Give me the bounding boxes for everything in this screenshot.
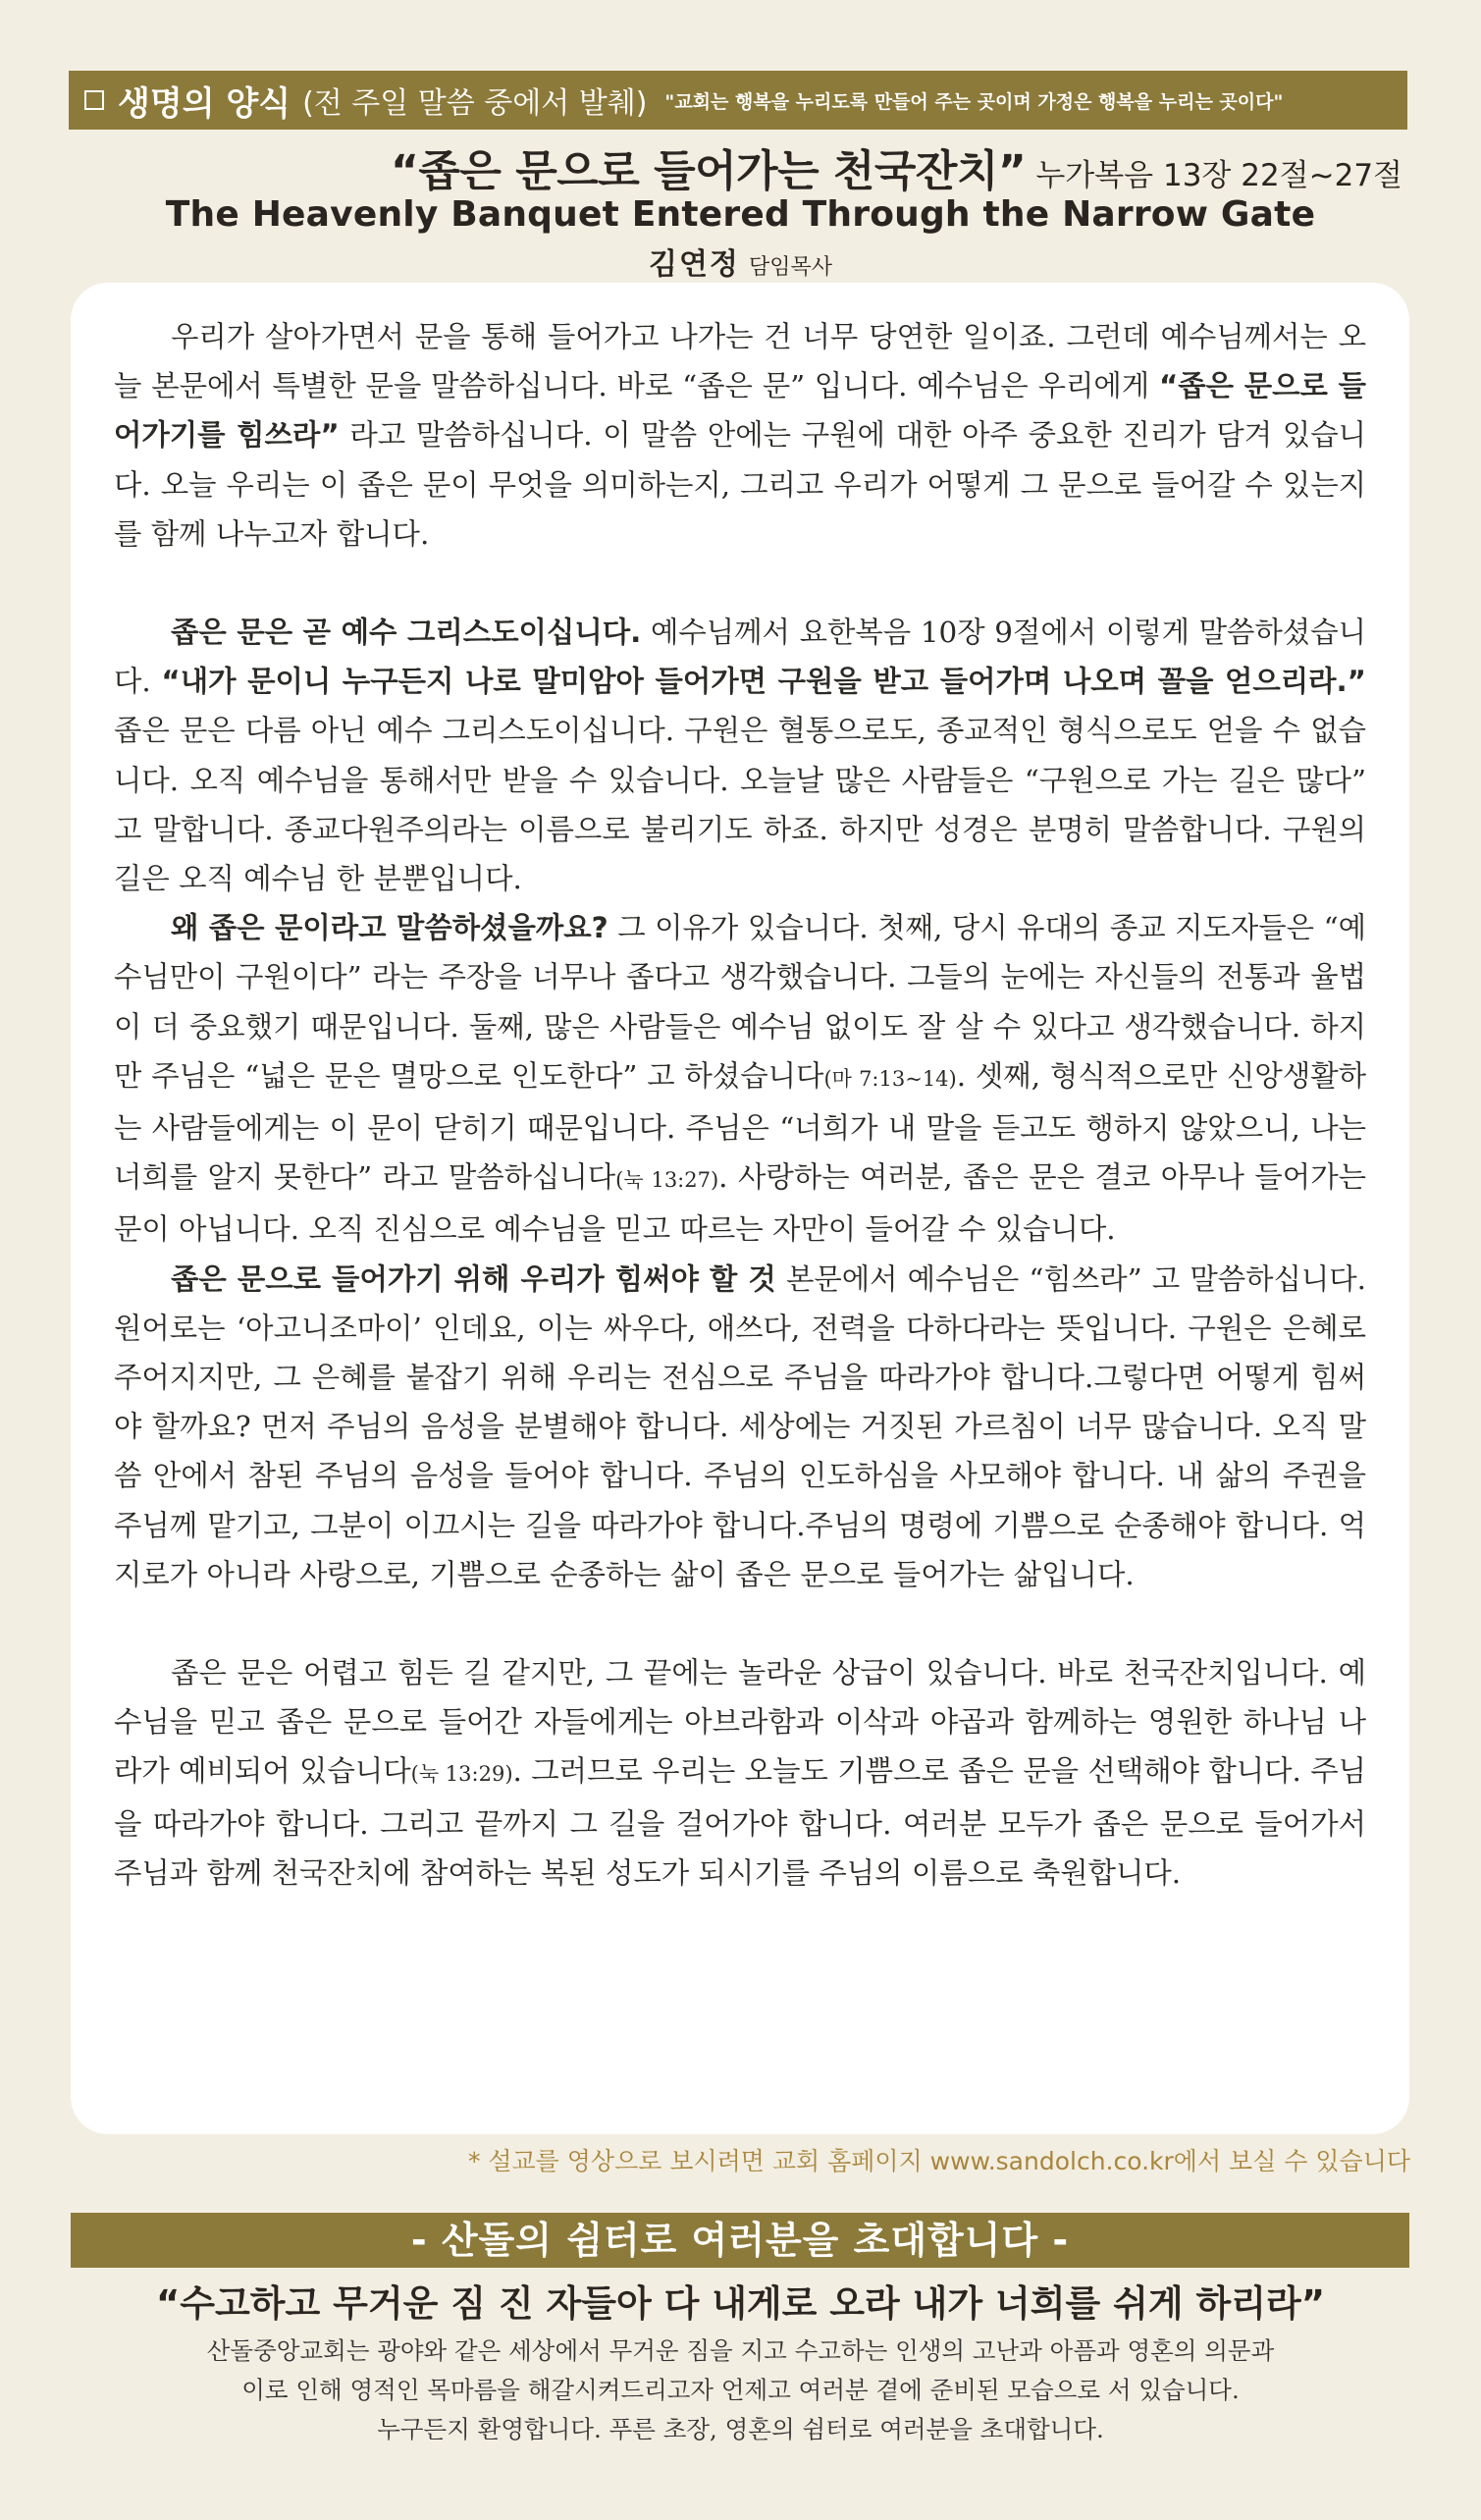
paragraph-intro bbox=[114, 312, 1366, 559]
pastor-title: 담임목사 bbox=[749, 255, 833, 280]
citation: (마 7:13~14) bbox=[823, 1066, 957, 1091]
sermon-title-row bbox=[391, 135, 1402, 198]
paragraph-why-narrow bbox=[114, 903, 1366, 1254]
citation: (눅 13:29) bbox=[410, 1762, 513, 1787]
church-motto: "교회는 행복을 누리도록 만들어 주는 곳이며 가정은 행복을 누리는 곳이다" bbox=[664, 90, 1284, 113]
quote-emphasis: “내가 문이니 누구든지 나로 말미암아 들어가면 구원을 받고 들어가며 나오며 꼴을 얻으리라.” bbox=[161, 665, 1366, 699]
invite-line: 누구든지 환영합니다. 푸른 초장, 영혼의 쉼터로 여러분을 초대합니다. bbox=[377, 2415, 1104, 2443]
sermon-title: “좁은 문으로 들어가는 천국잔치” bbox=[391, 146, 1027, 196]
invite-verse: “수고하고 무거운 짐 진 자들아 다 내게로 오라 내가 너희를 쉬게 하리라” bbox=[155, 2282, 1326, 2325]
text: . 사랑하는 여러분, 좁은 문은 결코 아무나 들어가는 문이 아닙니다. 오직 진심으로 예수님을 믿고 따르는 자만이 들어갈 수 있습니다. bbox=[114, 1160, 1366, 1247]
sermon-body bbox=[71, 283, 1409, 2134]
invite-line: 산돌중앙교회는 광야와 같은 세상에서 무거운 짐을 지고 수고하는 인생의 고난과 아픔과 영혼의 의문과 bbox=[206, 2336, 1275, 2365]
text: . 그러므로 우리는 오늘도 기쁨으로 좁은 문을 선택해야 합니다. 주님을 따라가야 합니다. 그리고 끝까지 그 길을 걸어가야 합니다. 여러분 모두가 좁은 문으로 들어가서 주님과 함께 천국잔치에 참여하는 복된 성도가 되시기를 주님의 이름으로 축원합니다. bbox=[114, 1754, 1366, 1890]
header-bar bbox=[69, 71, 1407, 130]
scripture-reference: 누가복음 13장 22절~27절 bbox=[1035, 158, 1402, 193]
text: 좁은 문은 다름 아닌 예수 그리스도이십니다. 구원은 혈통으로도, 종교적인 형식으로도 얻을 수 없습니다. 오직 예수님을 통해서만 받을 수 있습니다. 오늘날 많은 사람들은 “구원으로 가는 길은 많다” 고 말합니다. 종교다원주의라는 이름으로 불리기도 하죠. 하지만 성경은 분명히 말씀합니다. 구원의 길은 오직 예수님 한 분뿐입니다. bbox=[114, 714, 1366, 896]
section-title: 생명의 양식 bbox=[118, 83, 291, 124]
text: 우리가 살아가면서 문을 통해 들어가고 나가는 건 너무 당연한 일이죠. 그런데 예수님께서는 오늘 본문에서 특별한 문을 말씀하십니다. 바로 “좁은 문” 입니다. 예수님은 우리에게 bbox=[114, 320, 1366, 403]
invite-banner: - 산돌의 쉼터로 여러분을 초대합니다 - bbox=[71, 2213, 1409, 2268]
section-subtitle: (전 주일 말씀 중에서 발췌) bbox=[302, 86, 648, 121]
pastor-name: 김연정 bbox=[648, 247, 740, 282]
paragraph-gap bbox=[114, 559, 1366, 608]
text: 좁은 문은 어렵고 힘든 길 같지만, 그 끝에는 놀라운 상급이 있습니다. 바로 천국잔치입니다. 예수님을 믿고 좁은 문으로 들어간 자들에게는 아브라함과 이삭과 야곱과 함께하는 영원한 하나님 나라가 예비되어 있습니다 bbox=[114, 1656, 1366, 1789]
heading-emphasis: 좁은 문은 곧 예수 그리스도이십니다. bbox=[171, 616, 642, 650]
invite-line: 이로 인해 영적인 목마름을 해갈시켜드리고자 언제고 여러분 곁에 준비된 모습으로 서 있습니다. bbox=[241, 2376, 1240, 2404]
citation: (눅 13:27) bbox=[615, 1168, 719, 1193]
invite-description bbox=[0, 2332, 1481, 2449]
video-footnote: * 설교를 영상으로 보시려면 교회 홈페이지 www.sandolch.co.kr에서 보실 수 있습니다 bbox=[467, 2147, 1410, 2175]
text: 라고 말씀하십니다. 이 말씀 안에는 구원에 대한 아주 중요한 진리가 담겨 있습니다. 오늘 우리는 이 좁은 문이 무엇을 의미하는지, 그리고 우리가 어떻게 그 문으로 들어갈 수 있는지를 함께 나누고자 합니다. bbox=[114, 418, 1366, 551]
paragraph-strive bbox=[114, 1255, 1366, 1599]
text: 그 이유가 있습니다. 첫째, 당시 유대의 종교 지도자들은 “예수님만이 구원이다” 라는 주장을 너무나 좁다고 생각했습니다. 그들의 눈에는 자신들의 전통과 율법이 더 중요했기 때문입니다. 둘째, 많은 사람들은 예수님 없이도 잘 살 수 있다고 생각했습니다. 하지만 주님은 “넓은 문은 멸망으로 인도한다” 고 하셨습니다 bbox=[114, 911, 1366, 1093]
paragraph-conclusion bbox=[114, 1648, 1366, 1898]
text: . 셋째, 형식적으로만 신앙생활하는 사람들에게는 이 문이 닫히기 때문입니다. 주님은 “너희가 내 말을 듣고도 행하지 않았으니, 나는 너희를 알지 못한다” 라고 말씀하십니다 bbox=[114, 1058, 1366, 1195]
heading-emphasis: 왜 좁은 문이라고 말씀하셨을까요? bbox=[171, 911, 608, 945]
heading-emphasis: 좁은 문으로 들어가기 위해 우리가 힘써야 할 것 bbox=[171, 1261, 776, 1296]
paragraph-gap bbox=[114, 1599, 1366, 1648]
paragraph-jesus-is-gate bbox=[114, 608, 1366, 903]
text: 예수님께서 요한복음 10장 9절에서 이렇게 말씀하셨습니다. bbox=[114, 616, 1367, 699]
pastor-line bbox=[0, 240, 1481, 283]
english-title: The Heavenly Banquet Entered Through the Narrow Gate bbox=[165, 194, 1316, 235]
text: 본문에서 예수님은 “힘쓰라” 고 말씀하십니다. 원어로는 ‘아고니조마이’ 인데요, 이는 싸우다, 애쓰다, 전력을 다하다라는 뜻입니다. 구원은 은혜로 주어지지만, 그 은혜를 붙잡기 위해 우리는 전심으로 주님을 따라가야 합니다.그렇다면 어떻게 힘써야 할까요? 먼저 주님의 음성을 분별해야 합니다. 세상에는 거짓된 가르침이 너무 많습니다. 오직 말씀 안에서 참된 주님의 음성을 들어야 합니다. 주님의 인도하심을 사모해야 합니다. 내 삶의 주권을 주님께 맡기고, 그분이 이끄시는 길을 따라가야 합니다.주님의 명령에 기쁨으로 순종해야 합니다. 억지로가 아니라 사랑으로, 기쁨으로 순종하는 삶이 좁은 문으로 들어가는 삶입니다. bbox=[114, 1261, 1367, 1591]
emphasis: “좁은 문으로 들어가기를 힘쓰라” bbox=[114, 369, 1366, 453]
square-bullet-icon bbox=[84, 90, 104, 110]
